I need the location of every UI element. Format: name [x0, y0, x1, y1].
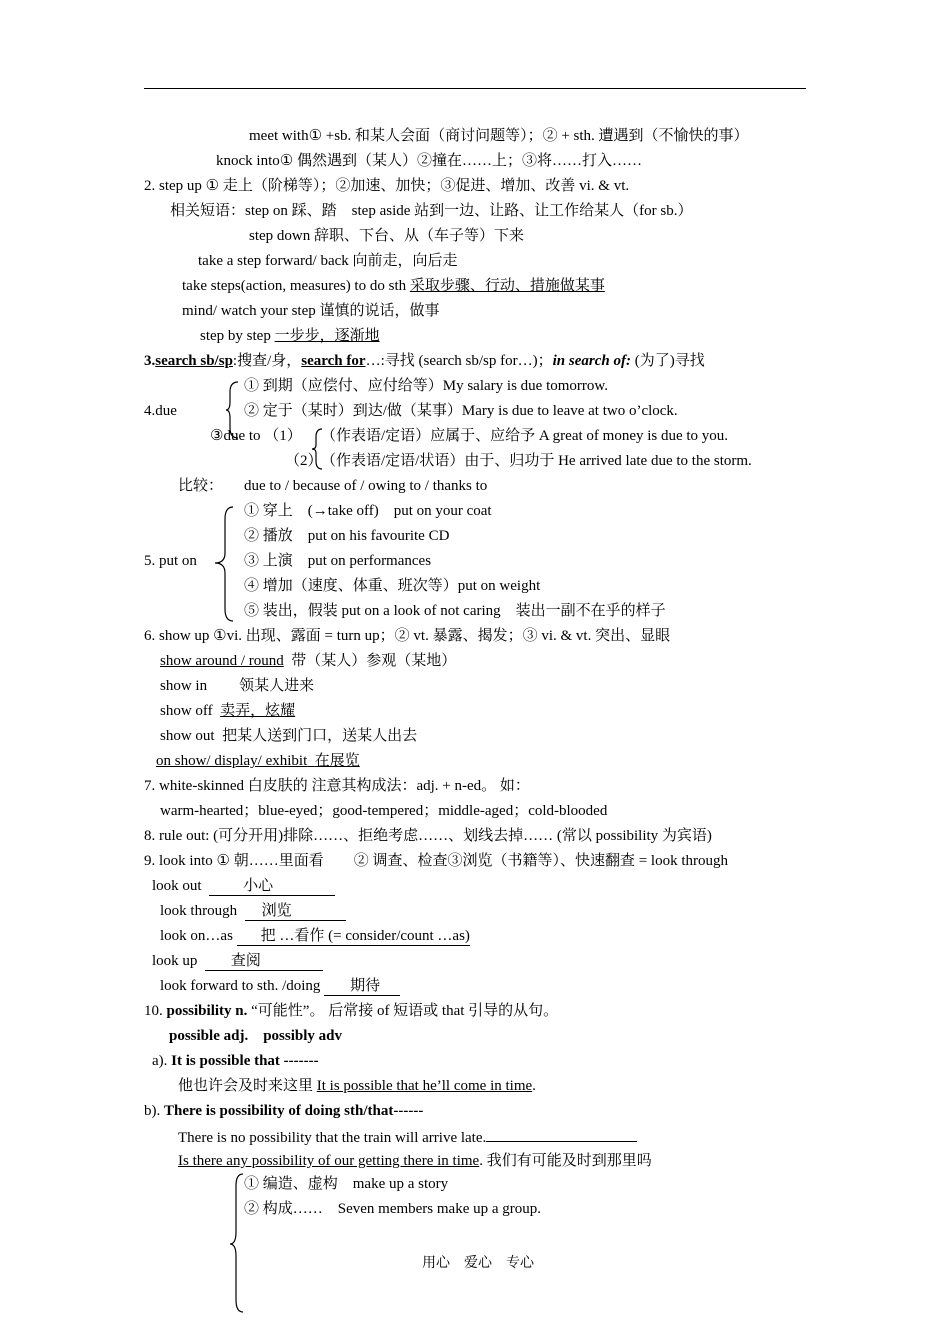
look-out-line — [152, 877, 335, 896]
pattern-b-translation: . 我们有可能及时到那里吗 — [479, 1153, 652, 1169]
look-on-as-answer: 把 …看作 (= consider/count …as) — [237, 927, 470, 946]
possible-forms-line: possible adj. possibly adv — [169, 1028, 342, 1044]
possibility-word: possibility n. — [166, 1003, 248, 1019]
page-footer: 用心 爱心 专心 — [422, 1256, 534, 1271]
compare-label: 比较： — [178, 478, 224, 494]
compare-text: due to / because of / owing to / thanks to — [244, 478, 488, 494]
on-show-meaning: 在展览 — [314, 753, 360, 769]
due-label: 4.due — [144, 403, 177, 419]
look-through-answer: 浏览 — [245, 902, 346, 921]
search-sb-sp: search sb/sp — [155, 353, 233, 369]
search-number: 3. — [144, 353, 156, 369]
step-by-step-meaning: 一步步，逐渐地 — [274, 328, 380, 344]
header-rule — [144, 88, 806, 89]
show-off-line — [160, 702, 295, 720]
due-to-number-2: （2） — [285, 453, 323, 469]
look-out-answer: 小心 — [209, 877, 335, 896]
pattern-b-blank — [486, 1127, 637, 1142]
knock-into-line: knock into① 偶然遇到（某人）②撞在……上；③将……打入…… — [216, 153, 642, 169]
pattern-b-example-2 — [178, 1152, 652, 1170]
take-steps-meaning: 采取步骤、行动、措施做某事 — [409, 278, 605, 294]
step-down-line: step down 辞职、下台、从（车子等）下来 — [249, 228, 524, 244]
show-out-line — [160, 727, 417, 745]
look-into-line: 9. look into ① 朝……里面看 ② 调查、检查③浏览（书籍等）、快速翻查 = look through — [144, 853, 728, 869]
search-for: search for — [301, 353, 366, 369]
pattern-a-example — [178, 1077, 536, 1095]
look-through-line — [160, 902, 346, 921]
white-skinned-line: 7. white-skinned 白皮肤的 注意其构成法：adj. + n-ed。 如： — [144, 778, 530, 794]
due-sense-1: ① 到期（应偿付、应付给等）My salary is due tomorrow. — [244, 378, 609, 394]
on-show-line — [156, 752, 360, 770]
take-steps-line — [182, 277, 605, 295]
pattern-b-question: Is there any possibility of our getting there in time — [178, 1153, 480, 1169]
due-to-sense-2: （作表语/定语/状语）由于、归功于 He arrived late due to the storm. — [321, 453, 752, 469]
show-out-phrase: show out — [160, 728, 215, 744]
look-on-as-line — [160, 927, 470, 946]
pattern-b-label: b). — [144, 1103, 164, 1119]
look-up-line — [152, 952, 323, 971]
pattern-a-period: . — [532, 1078, 536, 1094]
look-on-as-phrase: look on…as — [160, 928, 233, 944]
on-show-phrase: on show/ display/ exhibit — [156, 753, 308, 769]
due-to-sense-1: （作表语/定语）应属于、应给予 A great of money is due to you. — [321, 428, 729, 444]
pattern-b-text: There is possibility of doing sth/that------ — [164, 1103, 424, 1119]
look-forward-phrase: look forward to sth. /doing — [160, 978, 321, 994]
meet-with-line: meet with① +sb. 和某人会面（商讨问题等）；② + sth. 遭遇到（不愉快的事） — [249, 128, 749, 144]
show-in-meaning: 领某人进来 — [239, 678, 315, 694]
put-on-sense-3: ③ 上演 put on performances — [244, 553, 432, 569]
pattern-a-label: a). — [152, 1053, 172, 1069]
compound-examples-line: warm-hearted；blue-eyed；good-tempered；middle-aged；cold-blooded — [160, 803, 608, 819]
show-in-phrase: show in — [160, 678, 208, 694]
look-forward-answer: 期待 — [324, 977, 400, 996]
search-line — [144, 352, 705, 370]
pattern-a-line — [152, 1052, 319, 1070]
search-for-meaning: …:寻找 (search sb/sp for…)； — [365, 353, 553, 369]
show-off-phrase: show off — [160, 703, 213, 719]
pattern-a-text: It is possible that ------- — [171, 1053, 319, 1069]
look-up-answer: 查阅 — [205, 952, 323, 971]
pattern-b-sentence: There is no possibility that the train will arrive late. — [178, 1130, 487, 1146]
due-to-label: ③due to （1） — [210, 428, 302, 444]
possibility-number: 10. — [144, 1003, 167, 1019]
look-out-phrase: look out — [152, 878, 202, 894]
due-sense-2: ② 定于（某时）到达/做（某事）Mary is due to leave at two o’clock. — [244, 403, 678, 419]
show-around-phrase: show around / round — [160, 653, 284, 669]
put-on-sense-5: ⑤ 装出，假装 put on a look of not caring 装出一副不在乎的样子 — [244, 603, 666, 619]
look-forward-line — [160, 977, 400, 996]
possibility-meaning: “可能性”。 后常接 of 短语或 that 引导的从句。 — [247, 1003, 559, 1019]
show-out-meaning: 把某人送到门口，送某人出去 — [222, 728, 418, 744]
look-up-phrase: look up — [152, 953, 198, 969]
step-by-step-phrase: step by step — [200, 328, 275, 344]
put-on-brace — [213, 505, 235, 623]
show-up-line: 6. show up ①vi. 出现、露面 = turn up；② vt. 暴露、揭发；③ vi. & vt. 突出、显眼 — [144, 628, 671, 644]
step-up-line: 2. step up ① 走上（阶梯等）；②加速、加快；③促进、增加、改善 vi. & vt. — [144, 178, 630, 194]
make-up-brace — [229, 1172, 245, 1314]
make-up-sense-2: ② 构成…… Seven members make up a group. — [244, 1201, 542, 1217]
in-search-of-meaning: (为了)寻找 — [630, 353, 705, 369]
make-up-sense-1: ① 编造、虚构 make up a story — [244, 1176, 449, 1192]
in-search-of: in search of: — [552, 353, 631, 369]
show-around-meaning: 带（某人）参观（某地） — [291, 653, 457, 669]
take-steps-phrase: take steps(action, measures) to do sth — [182, 278, 410, 294]
show-around-line — [160, 652, 456, 670]
put-on-label: 5. put on — [144, 553, 197, 569]
show-in-line — [160, 677, 314, 695]
pattern-b-line — [144, 1102, 423, 1120]
show-off-meaning: 卖弄，炫耀 — [220, 703, 296, 719]
put-on-sense-1: ① 穿上 (→take off) put on your coat — [244, 503, 492, 519]
pattern-a-english: It is possible that he’ll come in time — [316, 1078, 533, 1094]
look-through-phrase: look through — [160, 903, 238, 919]
mind-step-line: mind/ watch your step 谨慎的说话，做事 — [182, 303, 440, 319]
put-on-sense-4: ④ 增加（速度、体重、班次等）put on weight — [244, 578, 541, 594]
step-forward-line: take a step forward/ back 向前走，向后走 — [198, 253, 458, 269]
pattern-a-chinese: 他也许会及时来这里 — [178, 1078, 317, 1094]
pattern-b-example-1 — [178, 1127, 637, 1147]
related-phrases-line: 相关短语：step on 踩、踏 step aside 站到一边、让路、让工作给某人（for sb.） — [170, 203, 693, 219]
possibility-line — [144, 1002, 558, 1020]
rule-out-line: 8. rule out: (可分开用)排除……、拒绝考虑……、划线去掉…… (常以 possibility 为宾语) — [144, 828, 712, 844]
search-meaning: :搜查/身， — [232, 353, 302, 369]
put-on-sense-2: ② 播放 put on his favourite CD — [244, 528, 450, 544]
step-by-step-line — [200, 327, 380, 345]
